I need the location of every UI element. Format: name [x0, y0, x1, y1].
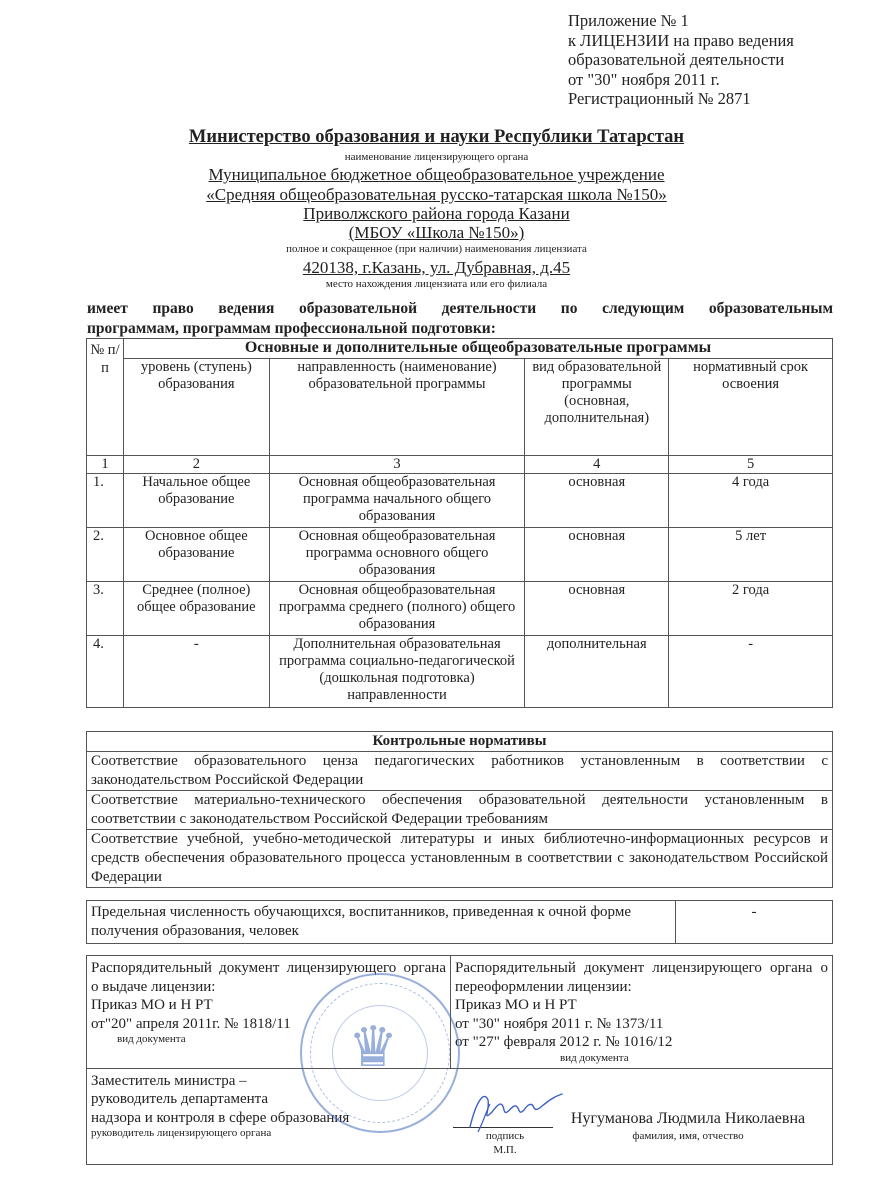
signature-icon [462, 1082, 572, 1142]
reissue-order-caption: вид документа [560, 1051, 629, 1064]
appendix-line: к ЛИЦЕНЗИИ на право ведения [568, 30, 794, 50]
address-caption: место нахождения лицензиата или его филиала [325, 278, 548, 290]
row-program: Дополнительная образовательная программа социально-педагогической (дошкольная подготовка) направленности [269, 636, 525, 708]
row-program: Основная общеобразовательная программа основного общего образования [269, 528, 525, 582]
num-header: № п/п [87, 339, 124, 456]
signatory-cell [87, 1068, 833, 1164]
reissue-order-date: от "27" февраля 2012 г. № 1016/12 [455, 1034, 673, 1050]
reissue-order-cell [451, 956, 833, 1069]
appendix-block [568, 11, 794, 109]
column-number: 3 [269, 456, 525, 474]
column-header-type: вид образовательной программы (основная, дополнительная) [525, 359, 669, 456]
column-numbers-row [87, 456, 833, 474]
row-number: 1. [87, 474, 124, 528]
signatory-position: надзора и контроля в сфере образования [91, 1109, 350, 1126]
issue-order-title: Распорядительный документ лицензирующего органа о выдаче лицензии: [91, 960, 446, 995]
signature-caption: подпись [485, 1129, 525, 1142]
licensee-line: «Средняя общеобразовательная русско-татарская школа №150» [206, 185, 667, 204]
appendix-line: от "30" ноября 2011 г. [568, 69, 720, 89]
licensee-line: Муниципальное бюджетное общеобразовательное учреждение [208, 165, 665, 184]
row-type: дополнительная [525, 636, 669, 708]
appendix-line: Регистрационный № 2871 [568, 89, 751, 108]
column-header-term: нормативный срок освоения [669, 359, 833, 456]
column-number: 1 [87, 456, 124, 474]
student-limit-value: - [676, 901, 833, 944]
column-number: 2 [123, 456, 269, 474]
student-limit-table [86, 900, 833, 944]
column-header-level: уровень (ступень) образования [123, 359, 269, 456]
row-program: Основная общеобразовательная программа среднего (полного) общего образования [269, 582, 525, 636]
row-number: 3. [87, 582, 124, 636]
row-type: основная [525, 528, 669, 582]
licensee-address: 420138, г.Казань, ул. Дубравная, д.45 [302, 258, 571, 277]
signatory-position-caption: руководитель лицензирующего органа [91, 1127, 272, 1139]
column-number: 5 [669, 456, 833, 474]
issue-order-caption: вид документа [117, 1033, 186, 1045]
programs-table [86, 338, 833, 708]
control-norm-item: Соответствие материально-технического обеспечения образовательной деятельности установленным в соответствии с законодательством Российской Федерации требованиям [87, 791, 833, 830]
table-row [87, 636, 833, 708]
licensee-caption: полное и сокращенное (при наличии) наименования лицензиата [286, 243, 587, 255]
reissue-order-date: от "30" ноября 2011 г. № 1373/11 [455, 1015, 664, 1032]
intro-text [87, 299, 833, 339]
table-row [87, 474, 833, 528]
control-norms-table [86, 731, 833, 888]
appendix-line: Приложение № 1 [568, 11, 689, 30]
row-term: 5 лет [669, 528, 833, 582]
licensee-line: (МБОУ «Школа №150») [348, 223, 525, 242]
row-number: 4. [87, 636, 124, 708]
intro-line: программам, программам профессиональной подготовки: [87, 320, 496, 337]
row-level: Основное общее образование [123, 528, 269, 582]
signatory-position: руководитель департамента [91, 1091, 269, 1107]
control-norm-item: Соответствие учебной, учебно-методической литературы и иных библиотечно-информационных ресурсов и средств обеспечения образовательного процесса установленным в соответствии с законодательством Российской Федерации [87, 830, 833, 888]
reissue-order-title: Распорядительный документ лицензирующего органа о переоформлении лицензии: [455, 960, 828, 995]
row-term: 4 года [669, 474, 833, 528]
table-row [87, 528, 833, 582]
intro-line: имеет право ведения образовательной деятельности по следующим образовательным [87, 300, 833, 317]
licensing-body-title: Министерство образования и науки Республики Татарстан [188, 127, 685, 147]
row-level: Среднее (полное) общее образование [123, 582, 269, 636]
row-term: 2 года [669, 582, 833, 636]
signatory-position: Заместитель министра – [91, 1072, 247, 1089]
row-type: основная [525, 582, 669, 636]
student-limit-label: Предельная численность обучающихся, воспитанников, приведенная к очной форме получения образования, человек [87, 901, 676, 944]
control-norms-header: Контрольные нормативы [87, 732, 833, 752]
row-type: основная [525, 474, 669, 528]
row-level: - [123, 636, 269, 708]
issue-order-date: от"20" апреля 2011г. № 1818/11 [91, 1015, 291, 1032]
row-term: - [669, 636, 833, 708]
reissue-order-doc: Приказ МО и Н РТ [455, 997, 577, 1013]
coat-of-arms-icon: ♛ [348, 1017, 399, 1079]
issue-order-doc: Приказ МО и Н РТ [91, 997, 213, 1013]
row-number: 2. [87, 528, 124, 582]
licensing-body-caption: наименование лицензирующего органа [344, 151, 529, 163]
licensee-line: Приволжского района города Казани [303, 204, 570, 223]
seal-caption: М.П. [493, 1143, 517, 1156]
appendix-line: образовательной деятельности [568, 50, 785, 69]
column-header-program: направленность (наименование) образовательной программы [269, 359, 525, 456]
group-header: Основные и дополнительные общеобразовательные программы [123, 339, 832, 359]
row-program: Основная общеобразовательная программа начального общего образования [269, 474, 525, 528]
row-level: Начальное общее образование [123, 474, 269, 528]
control-norm-item: Соответствие образовательного ценза педагогических работников установленным в соответствии с законодательством Российской Федерации [87, 752, 833, 791]
column-number: 4 [525, 456, 669, 474]
table-row [87, 582, 833, 636]
signatory-name-caption: фамилия, имя, отчество [632, 1129, 744, 1142]
signatory-name: Нугуманова Людмила Николаевна [570, 1109, 806, 1127]
